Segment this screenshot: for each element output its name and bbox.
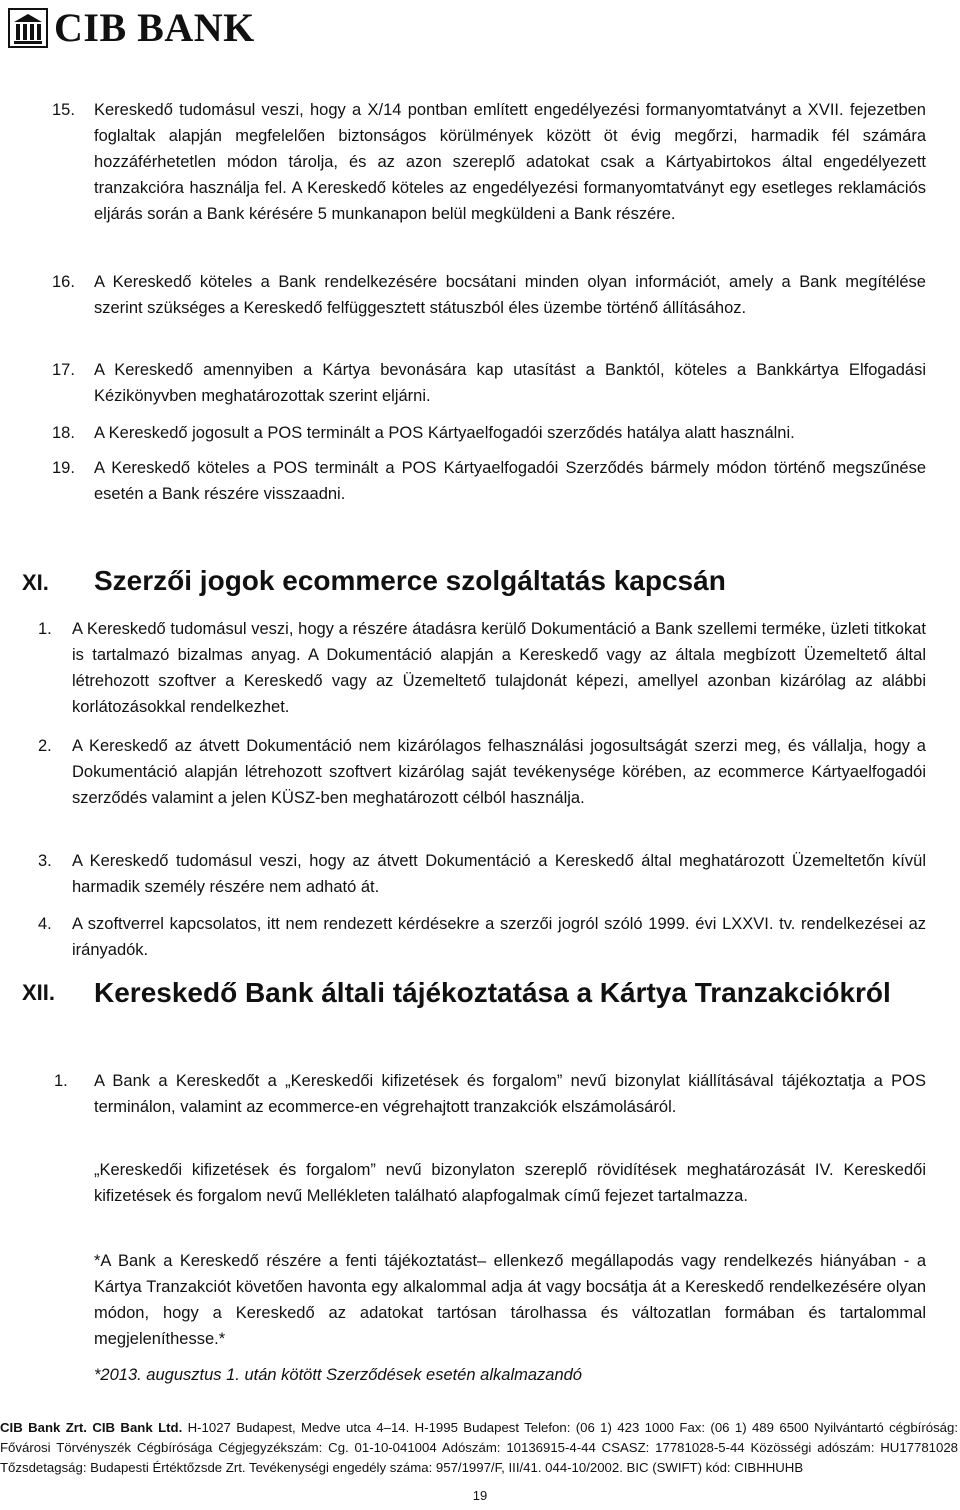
item-text: A szoftverrel kapcsolatos, itt nem rendezett kérdésekre a szerzői jogról szóló 1999. évi LXXVI. tv. rendelkezései az irányadók.: [72, 915, 926, 959]
item-number: 16.: [52, 273, 75, 291]
footnote: *2013. augusztus 1. után kötött Szerződések esetén alkalmazandó: [94, 1366, 582, 1384]
footer-company: CIB Bank Zrt. CIB Bank Ltd.: [0, 1420, 183, 1435]
paragraph: „Kereskedői kifizetések és forgalom” nevű bizonylaton szereplő rövidítések meghatározását IV. Kereskedői kifizetések és forgalom nevű Mellékleten található alapfogalmak című fejezet tartalmazza.: [94, 1161, 926, 1205]
item-number: 17.: [52, 361, 75, 379]
section-title: Kereskedő Bank általi tájékoztatása a Kártya Tranzakciókról: [94, 977, 891, 1008]
item-text: A Bank a Kereskedőt a „Kereskedői kifizetések és forgalom” nevű bizonylat kiállításával tájékoztatja a POS terminálon, valamint az ecommerce-en végrehajtott tranzakciók elszámolásáról.: [94, 1072, 926, 1116]
logo-text: CIB BANK: [54, 5, 255, 50]
item-number: 15.: [52, 101, 75, 119]
item-number: 3.: [38, 852, 52, 870]
section-title: Szerzői jogok ecommerce szolgáltatás kapcsán: [94, 565, 726, 596]
item-number: 1.: [38, 620, 52, 638]
page-number: 19: [472, 1488, 488, 1503]
item-text: A Kereskedő tudomásul veszi, hogy az átvett Dokumentáció a Kereskedő által meghatározott Üzemeltetőn kívül harmadik személy részére nem adható át.: [72, 852, 926, 896]
item-text: A Kereskedő köteles a POS terminált a POS Kártyaelfogadói Szerződés bármely módon történő megszűnése esetén a Bank részére visszaadni.: [94, 459, 926, 503]
page-footer: [0, 1418, 958, 1478]
cib-bank-logo: [8, 4, 255, 52]
item-number: 2.: [38, 737, 52, 755]
footer-text: H-1027 Budapest, Medve utca 4–14. H-1995 Budapest Telefon: (06 1) 423 1000 Fax: (06 1) 489 6500 Nyilvántartó cégbíróság: Fővárosi Törvényszék Cégbírósága Cégjegyzékszám: Cg. 01-10-041004 Adószám: 10136915-4-44 CSASZ: 17781028-5-44 Közösségi adószám: HU17781028 Tőzsdetagság: Budapesti Értéktőzsde Zrt. Tevékenységi engedély száma: 957/1997/F, III/41. 044-10/2002. BIC (SWIFT) kód: CIBHHUHB: [0, 1420, 958, 1475]
item-text: A Kereskedő köteles a Bank rendelkezésére bocsátani minden olyan információt, amely a Bank megítélése szerint szükséges a Kereskedő felfüggesztett státuszból éles üzembe történő állításához.: [94, 273, 926, 317]
item-number: 4.: [38, 915, 52, 933]
item-text: Kereskedő tudomásul veszi, hogy a X/14 pontban említett engedélyezési formanyomtatványt a XVII. fejezetben foglaltak alapján megfelelően biztonságos körülmények között öt évig megőrzi, harmadik fél számára hozzáférhetetlen módon tárolja, és az azon szereplő adatokat csak a Kártyabirtokos által engedélyezett tranzakcióra használja fel. A Kereskedő köteles az engedélyezési formanyomtatványt egy esetleges reklamációs eljárás során a Bank kérésére 5 munkanapon belül megküldeni a Bank részére.: [94, 101, 926, 223]
item-number: 18.: [52, 424, 75, 442]
section-number: XII.: [22, 980, 56, 1005]
item-text: A Kereskedő jogosult a POS terminált a POS Kártyaelfogadói szerződés hatálya alatt használni.: [94, 424, 795, 442]
item-number: 19.: [52, 459, 75, 477]
paragraph: *A Bank a Kereskedő részére a fenti tájékoztatást– ellenkező megállapodás vagy rendelkezés hiányában - a Kártya Tranzakciót követően havonta egy alkalommal adja át vagy bocsátja át a Kereskedő rendelkezésére olyan módon, hogy a Kereskedő az adatokat tartósan tárolhassa és változatlan formában és tartalommal megjeleníthesse.*: [94, 1252, 926, 1348]
bank-building-icon: [8, 8, 48, 48]
item-text: A Kereskedő az átvett Dokumentáció nem kizárólagos felhasználási jogosultságát szerzi meg, és vállalja, hogy a Dokumentáció alapján létrehozott szoftvert kizárólag saját tevékenysége körében, az ecommerce Kártyaelfogadói szerződés valamint a jelen KÜSZ-ben meghatározott célból használja.: [72, 737, 926, 807]
item-text: A Kereskedő amennyiben a Kártya bevonására kap utasítást a Banktól, köteles a Bankkártya Elfogadási Kézikönyvben meghatározottak szerint eljárni.: [94, 361, 926, 405]
item-text: A Kereskedő tudomásul veszi, hogy a részére átadásra kerülő Dokumentáció a Bank szellemi terméke, üzleti titkokat is tartalmazó bizalmas anyag. A Dokumentáció alapján a Kereskedő vagy az általa megbízott Üzemeltető által létrehozott szoftver a Kereskedő vagy az Üzemeltető tulajdonát képezi, amellyel azonban kizárólag az alábbi korlátozásokkal rendelkezhet.: [72, 620, 926, 716]
item-number: 1.: [54, 1072, 68, 1090]
section-number: XI.: [22, 570, 49, 595]
